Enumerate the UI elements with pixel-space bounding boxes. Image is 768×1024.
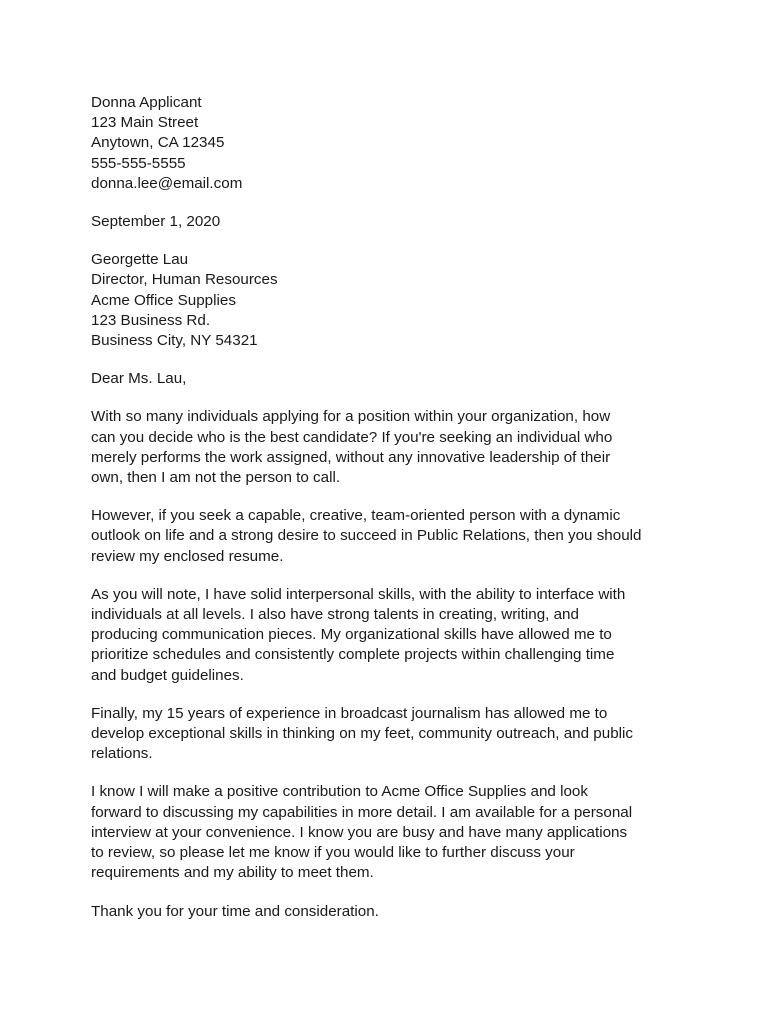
paragraph-line: outlook on life and a strong desire to succeed in Public Relations, then you should — [91, 527, 642, 545]
paragraph-line: relations. — [91, 745, 153, 763]
sender-phone: 555-555-5555 — [91, 154, 186, 172]
recipient-street: 123 Business Rd. — [91, 311, 211, 329]
paragraph-line: individuals at all levels. I also have strong talents in creating, writing, and — [91, 606, 579, 624]
body-paragraph — [91, 704, 691, 765]
letter-body — [91, 407, 691, 921]
paragraph-line: review my enclosed resume. — [91, 547, 284, 565]
body-paragraph — [91, 782, 691, 883]
paragraph-line: Thank you for your time and consideration. — [91, 902, 379, 920]
body-paragraph — [91, 585, 691, 686]
paragraph-line: own, then I am not the person to call. — [91, 469, 341, 487]
recipient-company: Acme Office Supplies — [91, 291, 236, 309]
cover-letter — [91, 93, 691, 940]
paragraph-line: can you decide who is the best candidate? If you're seeking an individual who — [91, 428, 613, 446]
paragraph-line: prioritize schedules and consistently complete projects within challenging time — [91, 646, 615, 664]
recipient-title: Director, Human Resources — [91, 271, 278, 289]
body-paragraph — [91, 407, 691, 488]
paragraph-line: producing communication pieces. My organizational skills have allowed me to — [91, 626, 612, 644]
sender-name: Donna Applicant — [91, 94, 202, 111]
paragraph-line: to review, so please let me know if you would like to further discuss your — [91, 844, 575, 862]
body-paragraph — [91, 506, 691, 567]
paragraph-line: As you will note, I have solid interpersonal skills, with the ability to interface with — [91, 585, 626, 603]
sender-street: 123 Main Street — [91, 114, 199, 132]
sender-city-state-zip: Anytown, CA 12345 — [91, 134, 225, 152]
recipient-name: Georgette Lau — [91, 251, 189, 269]
salutation-block — [91, 369, 691, 389]
paragraph-line: However, if you seek a capable, creative, team-oriented person with a dynamic — [91, 507, 621, 525]
paragraph-line: interview at your convenience. I know you are busy and have many applications — [91, 823, 628, 841]
sender-email: donna.lee@email.com — [91, 174, 243, 192]
sender-address-block — [91, 93, 691, 194]
salutation: Dear Ms. Lau, — [91, 370, 187, 388]
recipient-address-block — [91, 250, 691, 351]
paragraph-line: Finally, my 15 years of experience in broadcast journalism has allowed me to — [91, 704, 608, 722]
recipient-city-state-zip: Business City, NY 54321 — [91, 332, 258, 350]
paragraph-line: requirements and my ability to meet them. — [91, 864, 374, 882]
letter-date: September 1, 2020 — [91, 213, 221, 231]
paragraph-line: I know I will make a positive contribution to Acme Office Supplies and look — [91, 783, 588, 801]
paragraph-line: develop exceptional skills in thinking on my feet, community outreach, and public — [91, 725, 633, 743]
date-block — [91, 212, 691, 232]
paragraph-line: and budget guidelines. — [91, 666, 244, 684]
paragraph-line: forward to discussing my capabilities in more detail. I am available for a personal — [91, 803, 633, 821]
paragraph-line: merely performs the work assigned, without any innovative leadership of their — [91, 448, 611, 466]
paragraph-line: With so many individuals applying for a position within your organization, how — [91, 408, 611, 426]
closing-paragraph — [91, 902, 691, 922]
